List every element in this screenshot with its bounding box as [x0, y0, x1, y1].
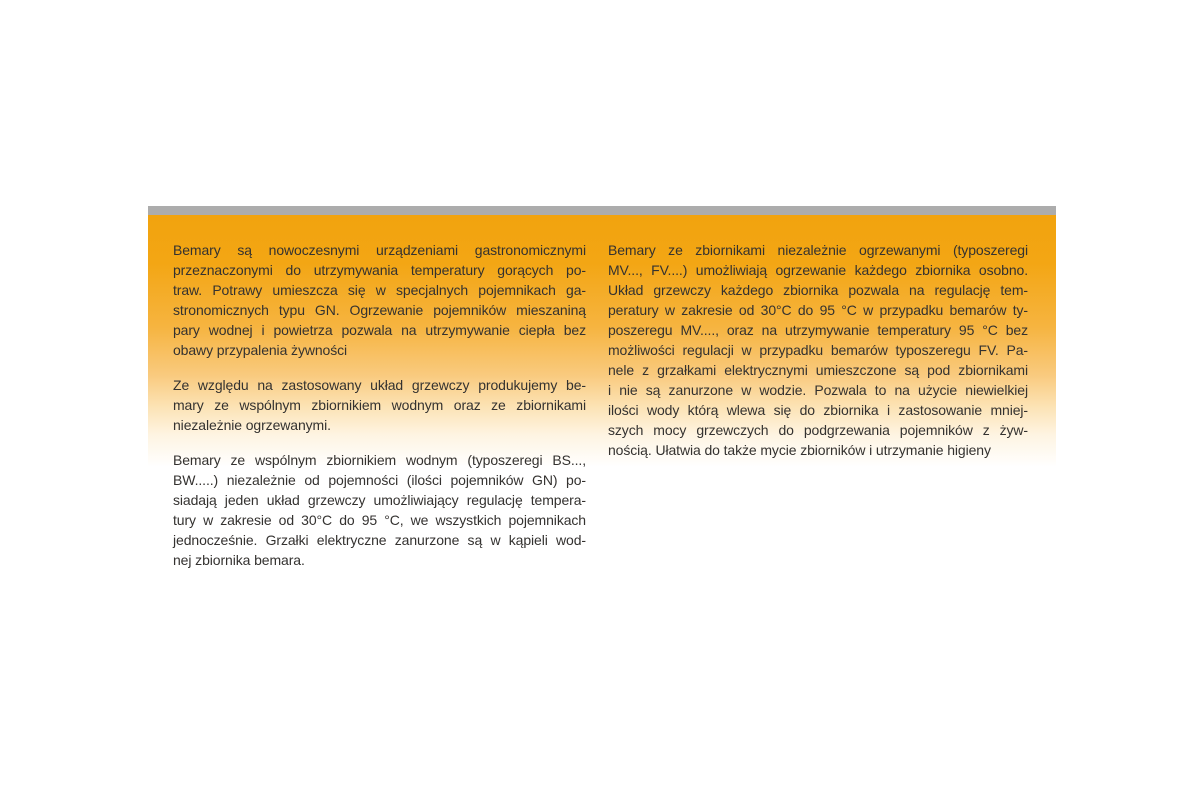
text-column-right: [608, 240, 1028, 570]
description-band: [148, 206, 1056, 615]
paragraph-line: Bemary są nowoczesnymi urządzeniami gastronomicznymi: [173, 242, 586, 258]
paragraph-line: poszeregu MV...., oraz na utrzymywanie temperatury 95 °C bez: [608, 322, 1028, 338]
paragraph-line: traw. Potrawy umieszcza się w specjalnych pojemnikach ga-: [173, 282, 586, 298]
paragraph-line: przeznaczonymi do utrzymywania temperatury gorących po-: [173, 262, 586, 278]
text-column-left: [173, 240, 586, 570]
text-columns: [173, 240, 1028, 570]
paragraph-line: i nie są zanurzone w wodzie. Pozwala to na użycie niewielkiej: [608, 382, 1028, 398]
top-gray-bar: [148, 206, 1056, 215]
paragraph-line: siadają jeden układ grzewczy umożliwiający regulację tempera-: [173, 492, 586, 508]
paragraph-line: jednocześnie. Grzałki elektryczne zanurzone są w kąpieli wod-: [173, 532, 586, 548]
paragraph-line: MV..., FV....) umożliwiają ogrzewanie każdego zbiornika osobno.: [608, 262, 1028, 278]
orange-gradient-band: [148, 215, 1056, 615]
paragraph-line: mary ze wspólnym zbiornikiem wodnym oraz ze zbiornikami: [173, 397, 586, 413]
paragraph-line: Bemary ze zbiornikami niezależnie ogrzewanymi (typoszeregi: [608, 242, 1028, 258]
paragraph: [173, 375, 586, 435]
paragraph-line: tury w zakresie od 30°C do 95 °C, we wszystkich pojemnikach: [173, 512, 586, 528]
paragraph-line: Bemary ze wspólnym zbiornikiem wodnym (typoszeregi BS...,: [173, 452, 586, 468]
paragraph-line: Ze względu na zastosowany układ grzewczy produkujemy be-: [173, 377, 586, 393]
paragraph-line: obawy przypalenia żywności: [173, 342, 348, 358]
paragraph-line: pary wodnej i powietrza pozwala na utrzymywanie ciepła bez: [173, 322, 586, 338]
paragraph-line: ilości wody którą wlewa się do zbiornika i zastosowanie mniej-: [608, 402, 1028, 418]
paragraph-line: nele z grzałkami elektrycznymi umieszczone są pod zbiornikami: [608, 362, 1028, 378]
paragraph-line: nością. Ułatwia do także mycie zbiorników i utrzymanie higieny: [608, 442, 991, 458]
paragraph: [173, 240, 586, 360]
paragraph-line: nej zbiornika bemara.: [173, 552, 305, 568]
paragraph: [173, 450, 586, 570]
paragraph-line: BW.....) niezależnie od pojemności (ilości pojemników GN) po-: [173, 472, 586, 488]
paragraph-line: możliwości regulacji w przypadku bemarów typoszeregu FV. Pa-: [608, 342, 1028, 358]
paragraph-line: Układ grzewczy każdego zbiornika pozwala na regulację tem-: [608, 282, 1028, 298]
paragraph-line: stronomicznych typu GN. Ogrzewanie pojemników mieszaniną: [173, 302, 586, 318]
paragraph: [608, 240, 1028, 460]
paragraph-line: niezależnie ogrzewanymi.: [173, 417, 331, 433]
paragraph-line: peratury w zakresie od 30°C do 95 °C w przypadku bemarów ty-: [608, 302, 1028, 318]
paragraph-line: szych mocy grzewczych do podgrzewania pojemników z żyw-: [608, 422, 1028, 438]
